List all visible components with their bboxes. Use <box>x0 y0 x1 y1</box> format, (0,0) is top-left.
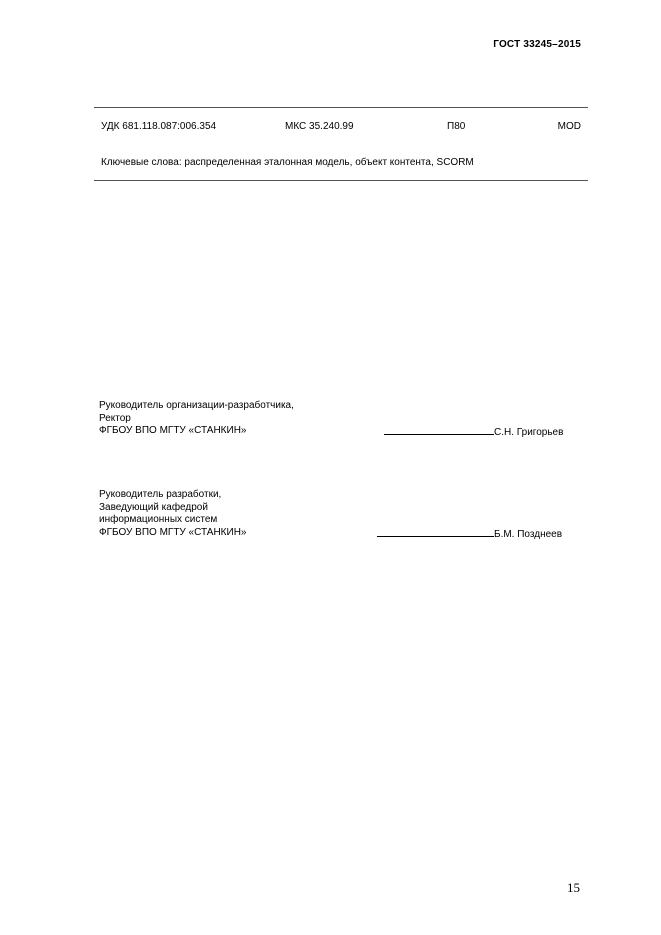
udk-code: УДК 681.118.087:006.354 <box>101 121 217 132</box>
page-number: 15 <box>567 880 580 895</box>
position-title: информационных систем <box>99 514 218 525</box>
organization-line <box>99 527 579 540</box>
mks-code: МКС 35.240.99 <box>285 121 354 132</box>
signatory-name: Б.М. Позднеев <box>494 528 563 540</box>
signature-field <box>384 425 563 440</box>
signature-blank <box>384 425 494 435</box>
organization-name: ФГБОУ ВПО МГТУ «СТАНКИН» <box>99 526 247 538</box>
signature-field <box>377 527 562 542</box>
signature-block-rector <box>99 400 579 438</box>
keywords-text: распределенная эталонная модель, объект контента, SCORM <box>184 157 474 168</box>
position-title: Ректор <box>99 412 131 424</box>
signatory-name: С.Н. Григорьев <box>494 427 564 438</box>
position-title: Руководитель разработки, <box>99 489 222 500</box>
okp-code: П80 <box>447 121 466 132</box>
organization-name: ФГБОУ ВПО МГТУ «СТАНКИН» <box>99 425 247 436</box>
position-title: Руководитель организации-разработчика, <box>99 400 294 411</box>
signature-block-head <box>99 489 579 539</box>
organization-line <box>99 425 579 438</box>
keywords-line <box>101 157 474 168</box>
position-title: Заведующий кафедрой <box>99 501 208 513</box>
classification-row <box>101 121 581 135</box>
keywords-label: Ключевые слова: <box>101 157 182 168</box>
bottom-divider <box>94 180 588 181</box>
signature-blank <box>377 527 494 537</box>
standard-code-header: ГОСТ 33245–2015 <box>493 39 581 50</box>
mod-marker: MOD <box>557 121 581 132</box>
top-divider <box>94 107 588 108</box>
